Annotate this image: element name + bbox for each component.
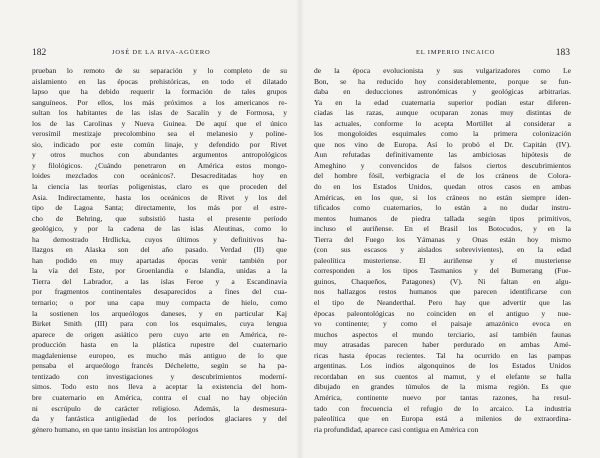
text-line: Asia. Indirectamente, hasta los oceánicos de Rivet y los del [32, 192, 287, 202]
right-page-header [314, 47, 570, 59]
text-line: y filológicos. ¿Cuándo penetraron en América estos mongo- [32, 160, 287, 170]
text-line: Ya en la edad cuaternaria superior podían estar diferen- [314, 97, 571, 107]
text-line: geológico, y por la cadena de las islas Aleutinas, como lo [32, 224, 287, 234]
text-line: simos. Todo esto nos lleva a aceptar la existencia del hom- [32, 382, 287, 392]
text-line: ternario; o por una capa muy compacta de hielo, como [32, 298, 287, 308]
text-line: dibujado en grandes túmulos de la misma región. Es que [314, 382, 571, 392]
text-line: épocas paleontológicas no coinciden en el antiguo y nue- [314, 308, 571, 318]
text-line: prueban lo remoto de su separación y lo completo de su [32, 66, 287, 75]
text-line: Tierra del Fuego los Yámanas y Onas están hoy mismo [314, 234, 571, 244]
text-line: América, continente nuevo por tantas razones, ha resul- [314, 392, 571, 402]
text-line: ricas hasta épocas recientes. Tal ha ocurrido en las pampas [314, 350, 571, 360]
text-line: recordaban en sus cuentos al mamut, y el elefante se halla [314, 371, 571, 381]
text-line: y otros muchos con abundantes argumentos antropológicos [32, 150, 287, 160]
running-head: JOSÉ DE LA RIVA-AGÜERO [112, 49, 211, 56]
text-line: tipo de Lagoa Santa; directamente, los más por el estre- [32, 203, 287, 213]
right-page [300, 0, 600, 458]
text-line: ni escrúpulo de carácter religioso. Además, la desmesura- [32, 403, 287, 413]
text-line: sio, indicado por este común linaje, y defendido por Rivet [32, 139, 287, 149]
text-line: sultan los habitantes de las islas de Sacalín y de Formosa, y [32, 108, 287, 118]
text-line: cho de Behring, que subsistió hasta el presente período [32, 213, 287, 223]
text-line: loides mezclados con oceánicos?. Desacreditadas hoy en [32, 171, 287, 181]
left-page-header [32, 47, 282, 59]
text-line: Tierra del Labrador, a las islas Feroe y a Escandinavia [32, 276, 287, 286]
right-page-body [314, 66, 571, 435]
text-line: mentos humanos de piedra tallada según tipos primitivos, [314, 213, 571, 223]
text-line: Aun refutadas definitivamente las ambiciosas hipótesis de [314, 150, 571, 160]
text-line: do en los Estados Unidos, quedan otros casos en ambas [314, 182, 571, 192]
text-line: corresponden a los tipos Tasmanios y del Bumerang (Fue- [314, 266, 571, 276]
text-line: género humano, en que tanto insistían los antropólogos [32, 424, 199, 434]
text-line: vo continente; y como el paisaje amazónico evoca en [314, 319, 571, 329]
text-line: por fragmentos continentales desaparecidos a fines del cua- [32, 287, 287, 297]
text-line: verosímil mestizaje precolombino sea el melanesio y poline- [32, 129, 287, 139]
text-line: nos hallazgos restos humanos que parecen identificarse con [314, 287, 571, 297]
page-number: 183 [555, 48, 570, 58]
text-line: tado con frecuencia el refugio de lo arcaico. La industria [314, 403, 571, 413]
text-line: paleolítica musteriense. El auriñense y el musteriense [314, 255, 571, 265]
text-line: bre cuaternario en América, contra el cual no hay objeción [32, 392, 287, 402]
text-line: ria profundidad, aparece casi contigua en América con [314, 424, 479, 434]
text-line: las actuales, conforme lo acepta Mortillet al considerar a [314, 118, 571, 128]
text-line: magdaleniense europeo, es mucho más antiguo de lo que [32, 350, 287, 360]
text-line: aislamiento en las épocas prehistóricas, en todo el dilatado [32, 76, 287, 86]
text-line: incluso el auriñense. En el Brasil los Botocudos, y en la [314, 224, 571, 234]
text-line: Bon, se ha reducido hoy considerablemente, porque se fun- [314, 76, 571, 86]
text-line: la vía del Este, por Groenlandia e Islandia, unidas a la [32, 266, 287, 276]
text-line: (con sus escasos y aislados sobrevivientes), en la edad [314, 245, 571, 255]
text-line: ciadas las razas, aunque ocuparan zonas muy distintas de [314, 108, 571, 118]
text-line: argentinas. Los indios algonquinos de los Estados Unidos [314, 361, 571, 371]
text-line: Américas, en los que, si los cráneos no están siempre iden- [314, 192, 571, 202]
text-line: de la época evolucionista y sus vulgarizadores como Le [314, 66, 571, 75]
text-line: la ciencia las teorías poligenistas, claro es que proceden del [32, 182, 287, 192]
text-line: aparece de origen asiático pero cuyo arte en América, re- [32, 329, 287, 339]
text-line: tificados como cuaternarios, lo están a no dudar instru- [314, 203, 571, 213]
text-line: pensaba el arqueólogo francés Déchelette, según se ha pa- [32, 361, 287, 371]
text-line: llazgos en Alaska son del año pasado. Verdad (II) que [32, 245, 287, 255]
text-line: muy atrasadas parecen haber perdurado en ambas Amé- [314, 340, 571, 350]
text-line: guinos, Chaqueños, Patagones) (V). Ni faltan en algu- [314, 276, 571, 286]
text-line: que nos vino de Europa. Así lo probó el Dr. Capitán (IV). [314, 139, 571, 149]
page-number: 182 [32, 48, 47, 58]
text-line: los de las Carolinas y Nueva Guinea. De aquí que el único [32, 118, 287, 128]
text-line: ha demostrado Hrdlicka, cuyos últimos y definitivos ha- [32, 234, 287, 244]
text-line: tentizado con investigaciones y descubrimientos moderní- [32, 371, 287, 381]
text-line: paleolítica que en Europa está a milenios de extraordina- [314, 414, 571, 424]
text-line: sanguíneos. Por ellos, los más próximos a los americanos re- [32, 97, 287, 107]
text-line: daba en deducciones astronómicas y geológicas arbitrarias. [314, 87, 571, 97]
text-line: los mongoloides esquimales como la primera colonización [314, 129, 571, 139]
running-head: EL IMPERIO INCAICO [416, 49, 496, 56]
text-line: Ameghino y convencidos de falsos ciertos descubrimientos [314, 160, 571, 170]
left-page-body [32, 66, 287, 435]
text-line: muchos aspectos el mundo terciario, así también faunas [314, 329, 571, 339]
text-line: lapso que ha debido requerir la formación de tales grupos [32, 87, 287, 97]
text-line: Birket Smith (III) para con los esquimales, cuya lengua [32, 319, 287, 329]
text-line: producción hasta en la plástica rupestre del cuaternario [32, 340, 287, 350]
text-line: del hombre fósil, verbigracia el de los cráneos de Colora- [314, 171, 571, 181]
text-line: el tipo de Neanderthal. Pero hay que advertir que las [314, 298, 571, 308]
text-line: la sostienen los arqueólogos daneses, y en particular Kaj [32, 308, 287, 318]
text-line: han podido en muy apartadas épocas venir también por [32, 255, 287, 265]
text-line: da y fantástica antigüedad de los períodos glaciares y del [32, 414, 287, 424]
